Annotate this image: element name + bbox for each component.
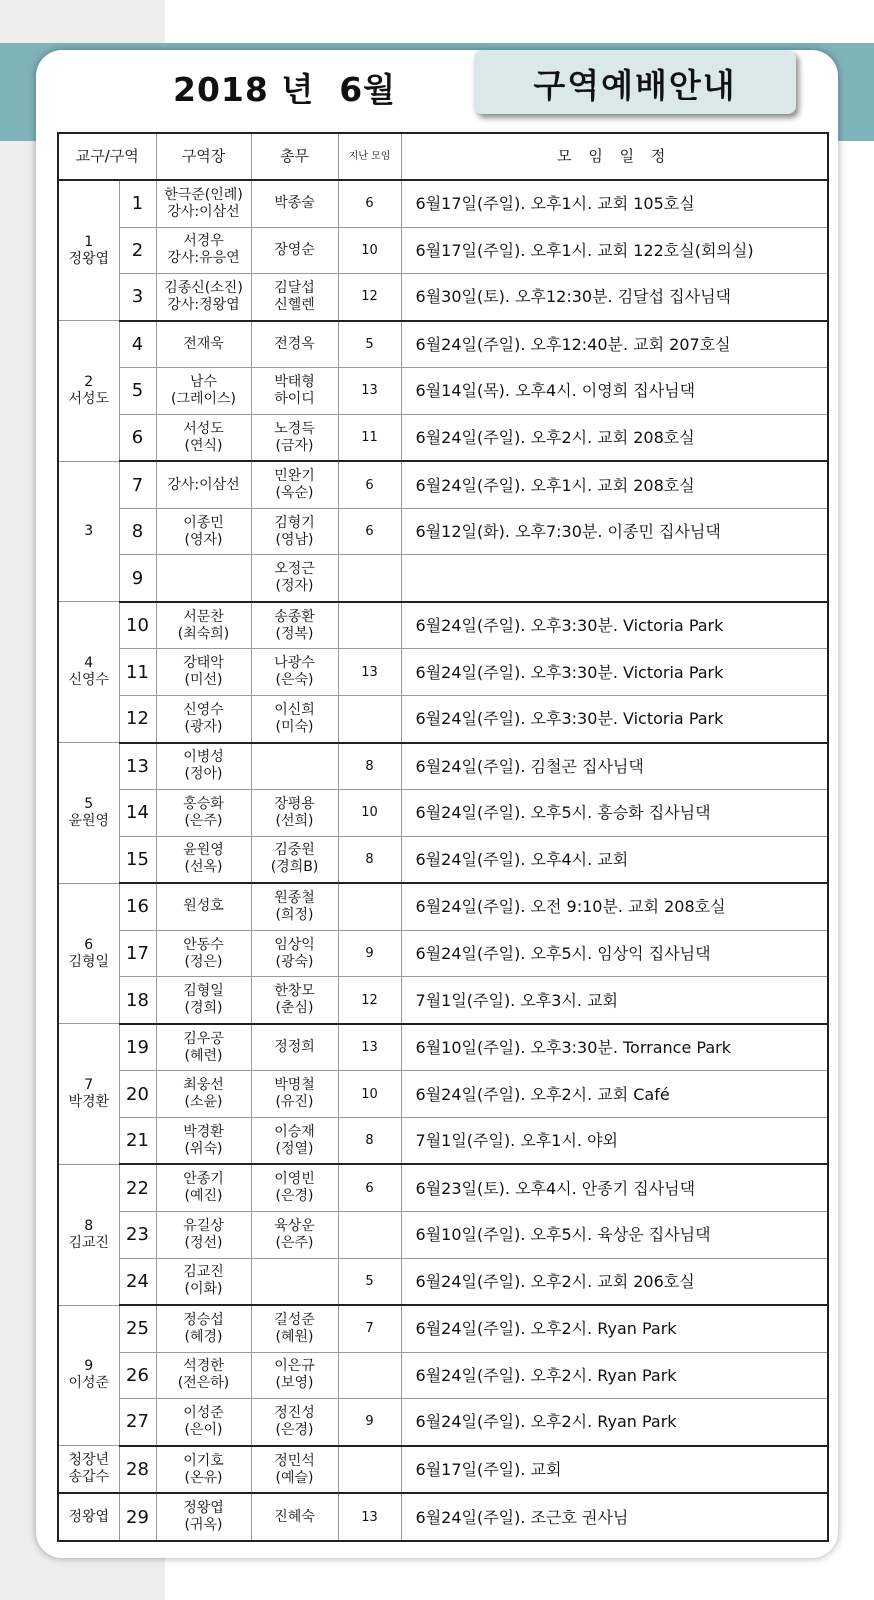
district-label: 청장년 송갑수	[58, 1446, 119, 1494]
zone-secretary: 민완기 (옥순)	[251, 461, 338, 508]
zone-secretary: 진혜숙	[251, 1493, 338, 1541]
zone-leader: 김교진 (이화)	[156, 1258, 251, 1305]
zone-secretary	[251, 743, 338, 790]
zone-leader: 김우공 (혜련)	[156, 1024, 251, 1071]
zone-number: 7	[119, 461, 156, 508]
page-title-tab	[474, 50, 796, 114]
zone-secretary: 장영순	[251, 227, 338, 274]
zone-number: 2	[119, 227, 156, 274]
zone-number: 15	[119, 836, 156, 883]
last-meeting-count: 10	[338, 227, 401, 274]
zone-number: 28	[119, 1446, 156, 1494]
last-meeting-count: 9	[338, 930, 401, 977]
table-row	[58, 649, 828, 696]
zone-leader: 서문찬 (최숙희)	[156, 602, 251, 649]
table-row	[58, 790, 828, 837]
last-meeting-count: 12	[338, 977, 401, 1024]
zone-secretary: 정진성 (은경)	[251, 1399, 338, 1446]
table-row	[58, 1352, 828, 1399]
zone-number: 23	[119, 1212, 156, 1259]
zone-leader: 윤원영 (선옥)	[156, 836, 251, 883]
last-meeting-count	[338, 696, 401, 743]
date-title: 2018 년 6월	[173, 70, 397, 109]
zone-number: 21	[119, 1117, 156, 1164]
zone-leader: 이성준 (은이)	[156, 1399, 251, 1446]
zone-leader: 서성도 (연식)	[156, 414, 251, 461]
table-row	[58, 1164, 828, 1211]
meeting-schedule: 6월24일(주일). 오후3:30분. Victoria Park	[401, 602, 828, 649]
table-row	[58, 180, 828, 227]
last-meeting-count	[338, 883, 401, 930]
table-row	[58, 368, 828, 415]
meeting-schedule: 6월24일(주일). 오후4시. 교회	[401, 836, 828, 883]
column-header-last-meeting: 지난 모임	[338, 133, 401, 180]
last-meeting-count	[338, 1212, 401, 1259]
column-header-district: 교구/구역	[58, 133, 156, 180]
zone-number: 20	[119, 1071, 156, 1118]
zone-secretary: 전경옥	[251, 321, 338, 368]
table-row	[58, 1024, 828, 1071]
district-label: 8 김교진	[58, 1164, 119, 1305]
meeting-schedule: 6월14일(목). 오후4시. 이영희 집사님댁	[401, 368, 828, 415]
table-row	[58, 836, 828, 883]
meeting-schedule: 6월24일(주일). 오전 9:10분. 교회 208호실	[401, 883, 828, 930]
zone-number: 14	[119, 790, 156, 837]
table-row	[58, 555, 828, 602]
table-row	[58, 1399, 828, 1446]
zone-leader: 석경한 (전은하)	[156, 1352, 251, 1399]
zone-leader: 원성호	[156, 883, 251, 930]
zone-secretary: 이은규 (보영)	[251, 1352, 338, 1399]
zone-secretary: 정정희	[251, 1024, 338, 1071]
zone-number: 11	[119, 649, 156, 696]
table-row	[58, 321, 828, 368]
last-meeting-count: 8	[338, 836, 401, 883]
zone-secretary: 노경득 (금자)	[251, 414, 338, 461]
zone-leader: 유길상 (정선)	[156, 1212, 251, 1259]
zone-secretary: 나광수 (은숙)	[251, 649, 338, 696]
last-meeting-count	[338, 1352, 401, 1399]
zone-secretary: 송종환 (정복)	[251, 602, 338, 649]
meeting-schedule: 6월24일(주일). 오후5시. 홍승화 집사님댁	[401, 790, 828, 837]
table-header-row	[58, 133, 828, 180]
meeting-schedule: 6월24일(주일). 오후3:30분. Victoria Park	[401, 696, 828, 743]
zone-leader: 강태악 (미선)	[156, 649, 251, 696]
zone-leader: 정왕엽 (귀옥)	[156, 1493, 251, 1541]
meeting-schedule: 6월12일(화). 오후7:30분. 이종민 집사님댁	[401, 508, 828, 555]
table-row	[58, 1446, 828, 1494]
table-row	[58, 930, 828, 977]
meeting-schedule: 6월24일(주일). 오후2시. 교회 206호실	[401, 1258, 828, 1305]
last-meeting-count: 13	[338, 1024, 401, 1071]
zone-leader: 이종민 (영자)	[156, 508, 251, 555]
zone-secretary: 길성준 (혜원)	[251, 1305, 338, 1352]
table-row	[58, 977, 828, 1024]
zone-secretary: 이승재 (정열)	[251, 1117, 338, 1164]
zone-secretary: 박명철 (유진)	[251, 1071, 338, 1118]
zone-leader	[156, 555, 251, 602]
table-row	[58, 508, 828, 555]
meeting-schedule: 6월24일(주일). 오후5시. 임상익 집사님댁	[401, 930, 828, 977]
zone-secretary: 원종철 (희정)	[251, 883, 338, 930]
zone-leader: 김종신(소진) 강사:정왕엽	[156, 274, 251, 321]
zone-number: 16	[119, 883, 156, 930]
last-meeting-count: 6	[338, 508, 401, 555]
meeting-schedule: 6월24일(주일). 오후1시. 교회 208호실	[401, 461, 828, 508]
meeting-schedule: 6월23일(토). 오후4시. 안종기 집사님댁	[401, 1164, 828, 1211]
last-meeting-count: 13	[338, 649, 401, 696]
column-header-schedule: 모 임 일 정	[401, 133, 828, 180]
meeting-schedule: 6월24일(주일). 오후2시. Ryan Park	[401, 1399, 828, 1446]
meeting-schedule: 6월17일(주일). 오후1시. 교회 105호실	[401, 180, 828, 227]
zone-number: 1	[119, 180, 156, 227]
zone-leader: 이병성 (정아)	[156, 743, 251, 790]
page-title: 구역예배안내	[533, 66, 737, 105]
zone-number: 3	[119, 274, 156, 321]
meeting-schedule: 6월17일(주일). 교회	[401, 1446, 828, 1494]
meeting-schedule: 6월17일(주일). 오후1시. 교회 122호실(회의실)	[401, 227, 828, 274]
district-label: 9 이성준	[58, 1305, 119, 1446]
last-meeting-count: 10	[338, 790, 401, 837]
zone-leader: 최웅선 (소윤)	[156, 1071, 251, 1118]
zone-leader: 안종기 (예진)	[156, 1164, 251, 1211]
last-meeting-count: 11	[338, 414, 401, 461]
zone-secretary: 김형기 (영남)	[251, 508, 338, 555]
meeting-schedule: 7월1일(주일). 오후1시. 야외	[401, 1117, 828, 1164]
zone-secretary: 김중원 (경희B)	[251, 836, 338, 883]
last-meeting-count: 5	[338, 1258, 401, 1305]
zone-leader: 박경환 (위숙)	[156, 1117, 251, 1164]
table-row	[58, 883, 828, 930]
table-row	[58, 1258, 828, 1305]
table-row	[58, 1212, 828, 1259]
zone-number: 25	[119, 1305, 156, 1352]
zone-number: 18	[119, 977, 156, 1024]
zone-leader: 김형일 (경희)	[156, 977, 251, 1024]
zone-leader: 정승섭 (혜경)	[156, 1305, 251, 1352]
table-row	[58, 602, 828, 649]
zone-leader: 남수 (그레이스)	[156, 368, 251, 415]
zone-leader: 홍승화 (은주)	[156, 790, 251, 837]
zone-secretary: 박종술	[251, 180, 338, 227]
schedule-table	[57, 132, 829, 1542]
meeting-schedule: 6월24일(주일). 오후2시. 교회 Café	[401, 1071, 828, 1118]
zone-secretary	[251, 1258, 338, 1305]
meeting-schedule: 6월30일(토). 오후12:30분. 김달섭 집사님댁	[401, 274, 828, 321]
district-label: 3	[58, 461, 119, 602]
table-row	[58, 461, 828, 508]
meeting-schedule	[401, 555, 828, 602]
meeting-schedule: 6월24일(주일). 오후2시. Ryan Park	[401, 1305, 828, 1352]
zone-number: 8	[119, 508, 156, 555]
last-meeting-count: 6	[338, 180, 401, 227]
zone-number: 4	[119, 321, 156, 368]
zone-leader: 신영수 (광자)	[156, 696, 251, 743]
zone-leader: 전재욱	[156, 321, 251, 368]
last-meeting-count	[338, 602, 401, 649]
meeting-schedule: 7월1일(주일). 오후3시. 교회	[401, 977, 828, 1024]
zone-secretary: 이신희 (미숙)	[251, 696, 338, 743]
last-meeting-count: 13	[338, 1493, 401, 1541]
table-row	[58, 1071, 828, 1118]
meeting-schedule: 6월24일(주일). 조근호 권사님	[401, 1493, 828, 1541]
zone-secretary: 임상익 (광숙)	[251, 930, 338, 977]
meeting-schedule: 6월24일(주일). 오후2시. Ryan Park	[401, 1352, 828, 1399]
zone-number: 26	[119, 1352, 156, 1399]
zone-number: 19	[119, 1024, 156, 1071]
last-meeting-count	[338, 555, 401, 602]
last-meeting-count	[338, 1446, 401, 1494]
meeting-schedule: 6월24일(주일). 오후3:30분. Victoria Park	[401, 649, 828, 696]
zone-secretary: 정민석 (예슬)	[251, 1446, 338, 1494]
zone-leader: 한극준(인례) 강사:이삼선	[156, 180, 251, 227]
table-row	[58, 1117, 828, 1164]
meeting-schedule: 6월10일(주일). 오후5시. 육상운 집사님댁	[401, 1212, 828, 1259]
district-label: 정왕엽	[58, 1493, 119, 1541]
zone-number: 27	[119, 1399, 156, 1446]
zone-secretary: 오정근 (정자)	[251, 555, 338, 602]
meeting-schedule: 6월24일(주일). 오후12:40분. 교회 207호실	[401, 321, 828, 368]
last-meeting-count: 7	[338, 1305, 401, 1352]
last-meeting-count: 5	[338, 321, 401, 368]
zone-secretary: 김달섭 신헬렌	[251, 274, 338, 321]
zone-number: 17	[119, 930, 156, 977]
zone-leader: 이기호 (온유)	[156, 1446, 251, 1494]
zone-number: 29	[119, 1493, 156, 1541]
zone-secretary: 이영빈 (은경)	[251, 1164, 338, 1211]
zone-leader: 강사:이삼선	[156, 461, 251, 508]
district-label: 4 신영수	[58, 602, 119, 743]
zone-number: 5	[119, 368, 156, 415]
table-row	[58, 1305, 828, 1352]
last-meeting-count: 10	[338, 1071, 401, 1118]
zone-leader: 안동수 (정은)	[156, 930, 251, 977]
last-meeting-count: 8	[338, 1117, 401, 1164]
last-meeting-count: 12	[338, 274, 401, 321]
column-header-secretary: 총무	[251, 133, 338, 180]
last-meeting-count: 8	[338, 743, 401, 790]
table-row	[58, 696, 828, 743]
district-label: 5 윤원영	[58, 743, 119, 884]
zone-number: 12	[119, 696, 156, 743]
zone-number: 10	[119, 602, 156, 649]
table-row	[58, 274, 828, 321]
table-body	[58, 180, 828, 1541]
zone-secretary: 한창모 (춘심)	[251, 977, 338, 1024]
zone-secretary: 박태형 하이디	[251, 368, 338, 415]
last-meeting-count: 6	[338, 1164, 401, 1211]
column-header-leader: 구역장	[156, 133, 251, 180]
zone-secretary: 육상운 (은주)	[251, 1212, 338, 1259]
zone-number: 13	[119, 743, 156, 790]
zone-leader: 서경우 강사:유응연	[156, 227, 251, 274]
zone-number: 6	[119, 414, 156, 461]
district-label: 6 김형일	[58, 883, 119, 1024]
zone-secretary: 장평용 (선희)	[251, 790, 338, 837]
zone-number: 24	[119, 1258, 156, 1305]
table-row	[58, 1493, 828, 1541]
last-meeting-count: 9	[338, 1399, 401, 1446]
last-meeting-count: 6	[338, 461, 401, 508]
last-meeting-count: 13	[338, 368, 401, 415]
meeting-schedule: 6월24일(주일). 오후2시. 교회 208호실	[401, 414, 828, 461]
zone-number: 22	[119, 1164, 156, 1211]
district-label: 2 서성도	[58, 321, 119, 462]
zone-number: 9	[119, 555, 156, 602]
meeting-schedule: 6월10일(주일). 오후3:30분. Torrance Park	[401, 1024, 828, 1071]
meeting-schedule: 6월24일(주일). 김철곤 집사님댁	[401, 743, 828, 790]
table-row	[58, 227, 828, 274]
district-label: 1 정왕엽	[58, 180, 119, 321]
table-row	[58, 414, 828, 461]
table-row	[58, 743, 828, 790]
district-label: 7 박경환	[58, 1024, 119, 1165]
